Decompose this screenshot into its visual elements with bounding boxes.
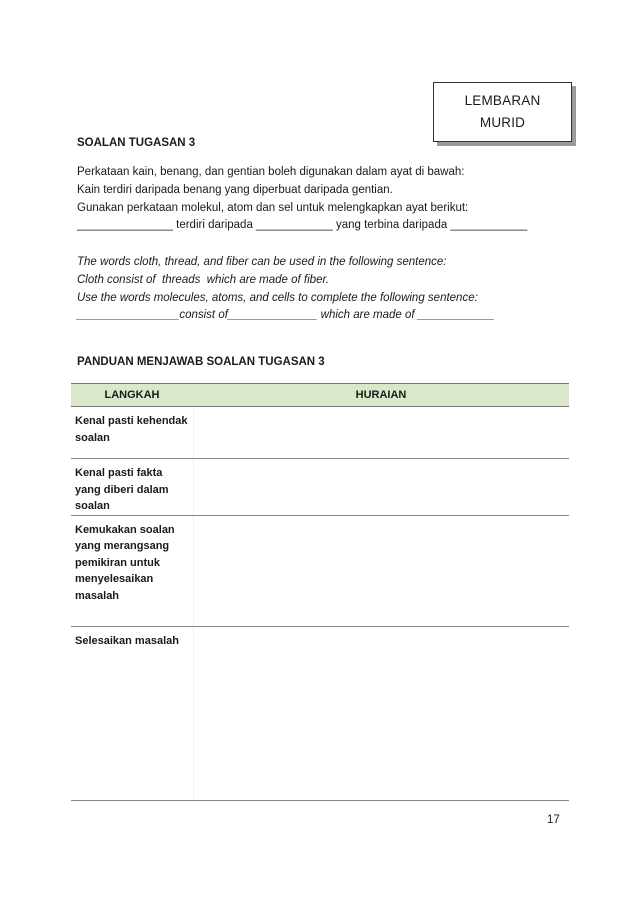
table-row bbox=[71, 626, 569, 800]
section-title: SOALAN TUGASAN 3 bbox=[77, 137, 196, 149]
guide-table bbox=[71, 383, 569, 801]
english-line-2: Cloth consist of threads which are made of fiber. bbox=[77, 273, 330, 286]
step-cell: Selesaikan masalah bbox=[71, 626, 193, 800]
step-cell: Kenal pasti fakta yang diberi dalam soalan bbox=[71, 459, 193, 516]
description-cell bbox=[193, 407, 569, 459]
header-huraian: HURAIAN bbox=[193, 384, 569, 407]
table-header-row bbox=[71, 384, 569, 407]
header-langkah: LANGKAH bbox=[71, 384, 193, 407]
badge-line-1: LEMBARAN bbox=[464, 93, 541, 108]
guide-title: PANDUAN MENJAWAB SOALAN TUGASAN 3 bbox=[77, 356, 325, 368]
description-cell bbox=[193, 459, 569, 516]
english-line-1: The words cloth, thread, and fiber can be used in the following sentence: bbox=[77, 256, 447, 268]
english-line-3: Use the words molecules, atoms, and cells to complete the following sentence: bbox=[77, 291, 478, 304]
step-cell: Kemukakan soalan yang merangsang pemikiran untuk menyelesaikan masalah bbox=[71, 515, 193, 626]
malay-line-2: Kain terdiri daripada benang yang diperbuat daripada gentian. bbox=[77, 183, 393, 196]
malay-question bbox=[77, 164, 527, 235]
table-row bbox=[71, 515, 569, 626]
lembaran-murid-badge bbox=[433, 82, 572, 142]
malay-line-1: Perkataan kain, benang, dan gentian boleh digunakan dalam ayat di bawah: bbox=[77, 166, 465, 178]
table-row bbox=[71, 407, 569, 459]
step-cell: Kenal pasti kehendak soalan bbox=[71, 407, 193, 459]
page-number: 17 bbox=[547, 814, 560, 826]
malay-line-3: Gunakan perkataan molekul, atom dan sel untuk melengkapkan ayat berikut: bbox=[77, 201, 469, 214]
badge-line-2: MURID bbox=[479, 115, 526, 130]
description-cell bbox=[193, 515, 569, 626]
english-question bbox=[77, 254, 495, 325]
description-cell bbox=[193, 626, 569, 800]
table-row bbox=[71, 459, 569, 516]
english-line-4: ________________consist of______________ which are made of ____________ bbox=[77, 309, 495, 322]
malay-line-4: _______________ terdiri daripada ____________ yang terbina daripada ____________ bbox=[77, 219, 528, 232]
